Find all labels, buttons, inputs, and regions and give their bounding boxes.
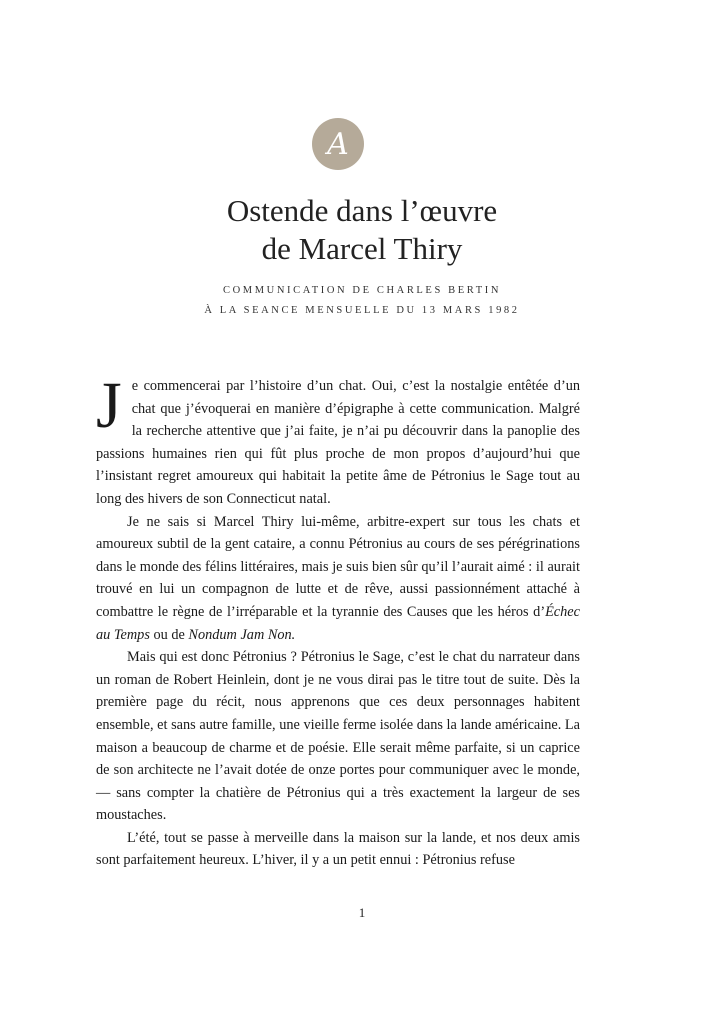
book-title-echec: Échec au Temps — [96, 603, 580, 643]
paragraph-2 — [96, 511, 580, 647]
paragraph-1-text: e commencerai par l’histoire d’un chat. Oui, c’est la nostalgie entêtée d’un chat que j’évoquerai en manière d’épigraphe à cette communication. Malgré la recherche attentive que j’ai faite, je n’ai pu découvrir dans la panoplie des passions humaines rien qui fût plus proche de mon propos d’aujourd’hui que l’insistant regret amoureux qui habitait la petite âme de Pétronius le Sage tout au long des hivers de son Connecticut natal. — [96, 378, 580, 507]
paragraph-3: Mais qui est donc Pétronius ? Pétronius le Sage, c’est le chat du narrateur dans un roman de Robert Heinlein, dont je ne vous dirai pas le titre tout de suite. Dès la première page du récit, nous apprenons que ces deux personnages habitent ensemble, et sans autre famille, une vieille ferme isolée dans la lande américaine. La maison a beaucoup de charme et de poésie. Elle serait même parfaite, si un caprice de son architecte ne l’avait dotée de onze portes pour communiquer avec le monde, — sans compter la chatière de Pétronius qui a très exactement la largeur de ses moustaches. — [96, 649, 580, 824]
paragraph-2-connector: ou de — [149, 626, 189, 643]
publisher-logo-icon — [312, 118, 364, 170]
page-number: 1 — [358, 905, 366, 920]
paragraph-2-text: Je ne sais si Marcel Thiry lui-même, arbitre-expert sur tous les chats et amoureux subtil de la gent cataire, a connu Pétronius au cours de ses pérégrinations dans le monde des félins littéraires, mais je suis bien sûr qu’il l’aurait aimé : il aurait trouvé en lui un compagnon de lutte et de rêve, aussi passionnément attaché à combattre le règne de l’irréparable et la tyrannie des Causes que les héros d’ — [96, 513, 580, 620]
title-line-1: Ostende dans l’œuvre — [226, 193, 498, 228]
book-title-nondum: Nondum Jam Non. — [188, 626, 296, 643]
drop-cap: J — [96, 369, 122, 442]
subtitle-session: À LA SEANCE MENSUELLE DU 13 MARS 1982 — [204, 305, 520, 316]
article-body — [96, 369, 580, 872]
paragraph-1 — [96, 369, 580, 511]
page-title — [0, 192, 724, 268]
logo-letter: A — [327, 127, 349, 162]
subtitle-author: COMMUNICATION DE CHARLES BERTIN — [222, 285, 501, 296]
title-line-2: de Marcel Thiry — [261, 231, 463, 266]
paragraph-4: L’été, tout se passe à merveille dans la maison sur la lande, et nos deux amis sont parfaitement heureux. L’hiver, il y a un petit ennui : Pétronius refuse — [96, 829, 580, 869]
